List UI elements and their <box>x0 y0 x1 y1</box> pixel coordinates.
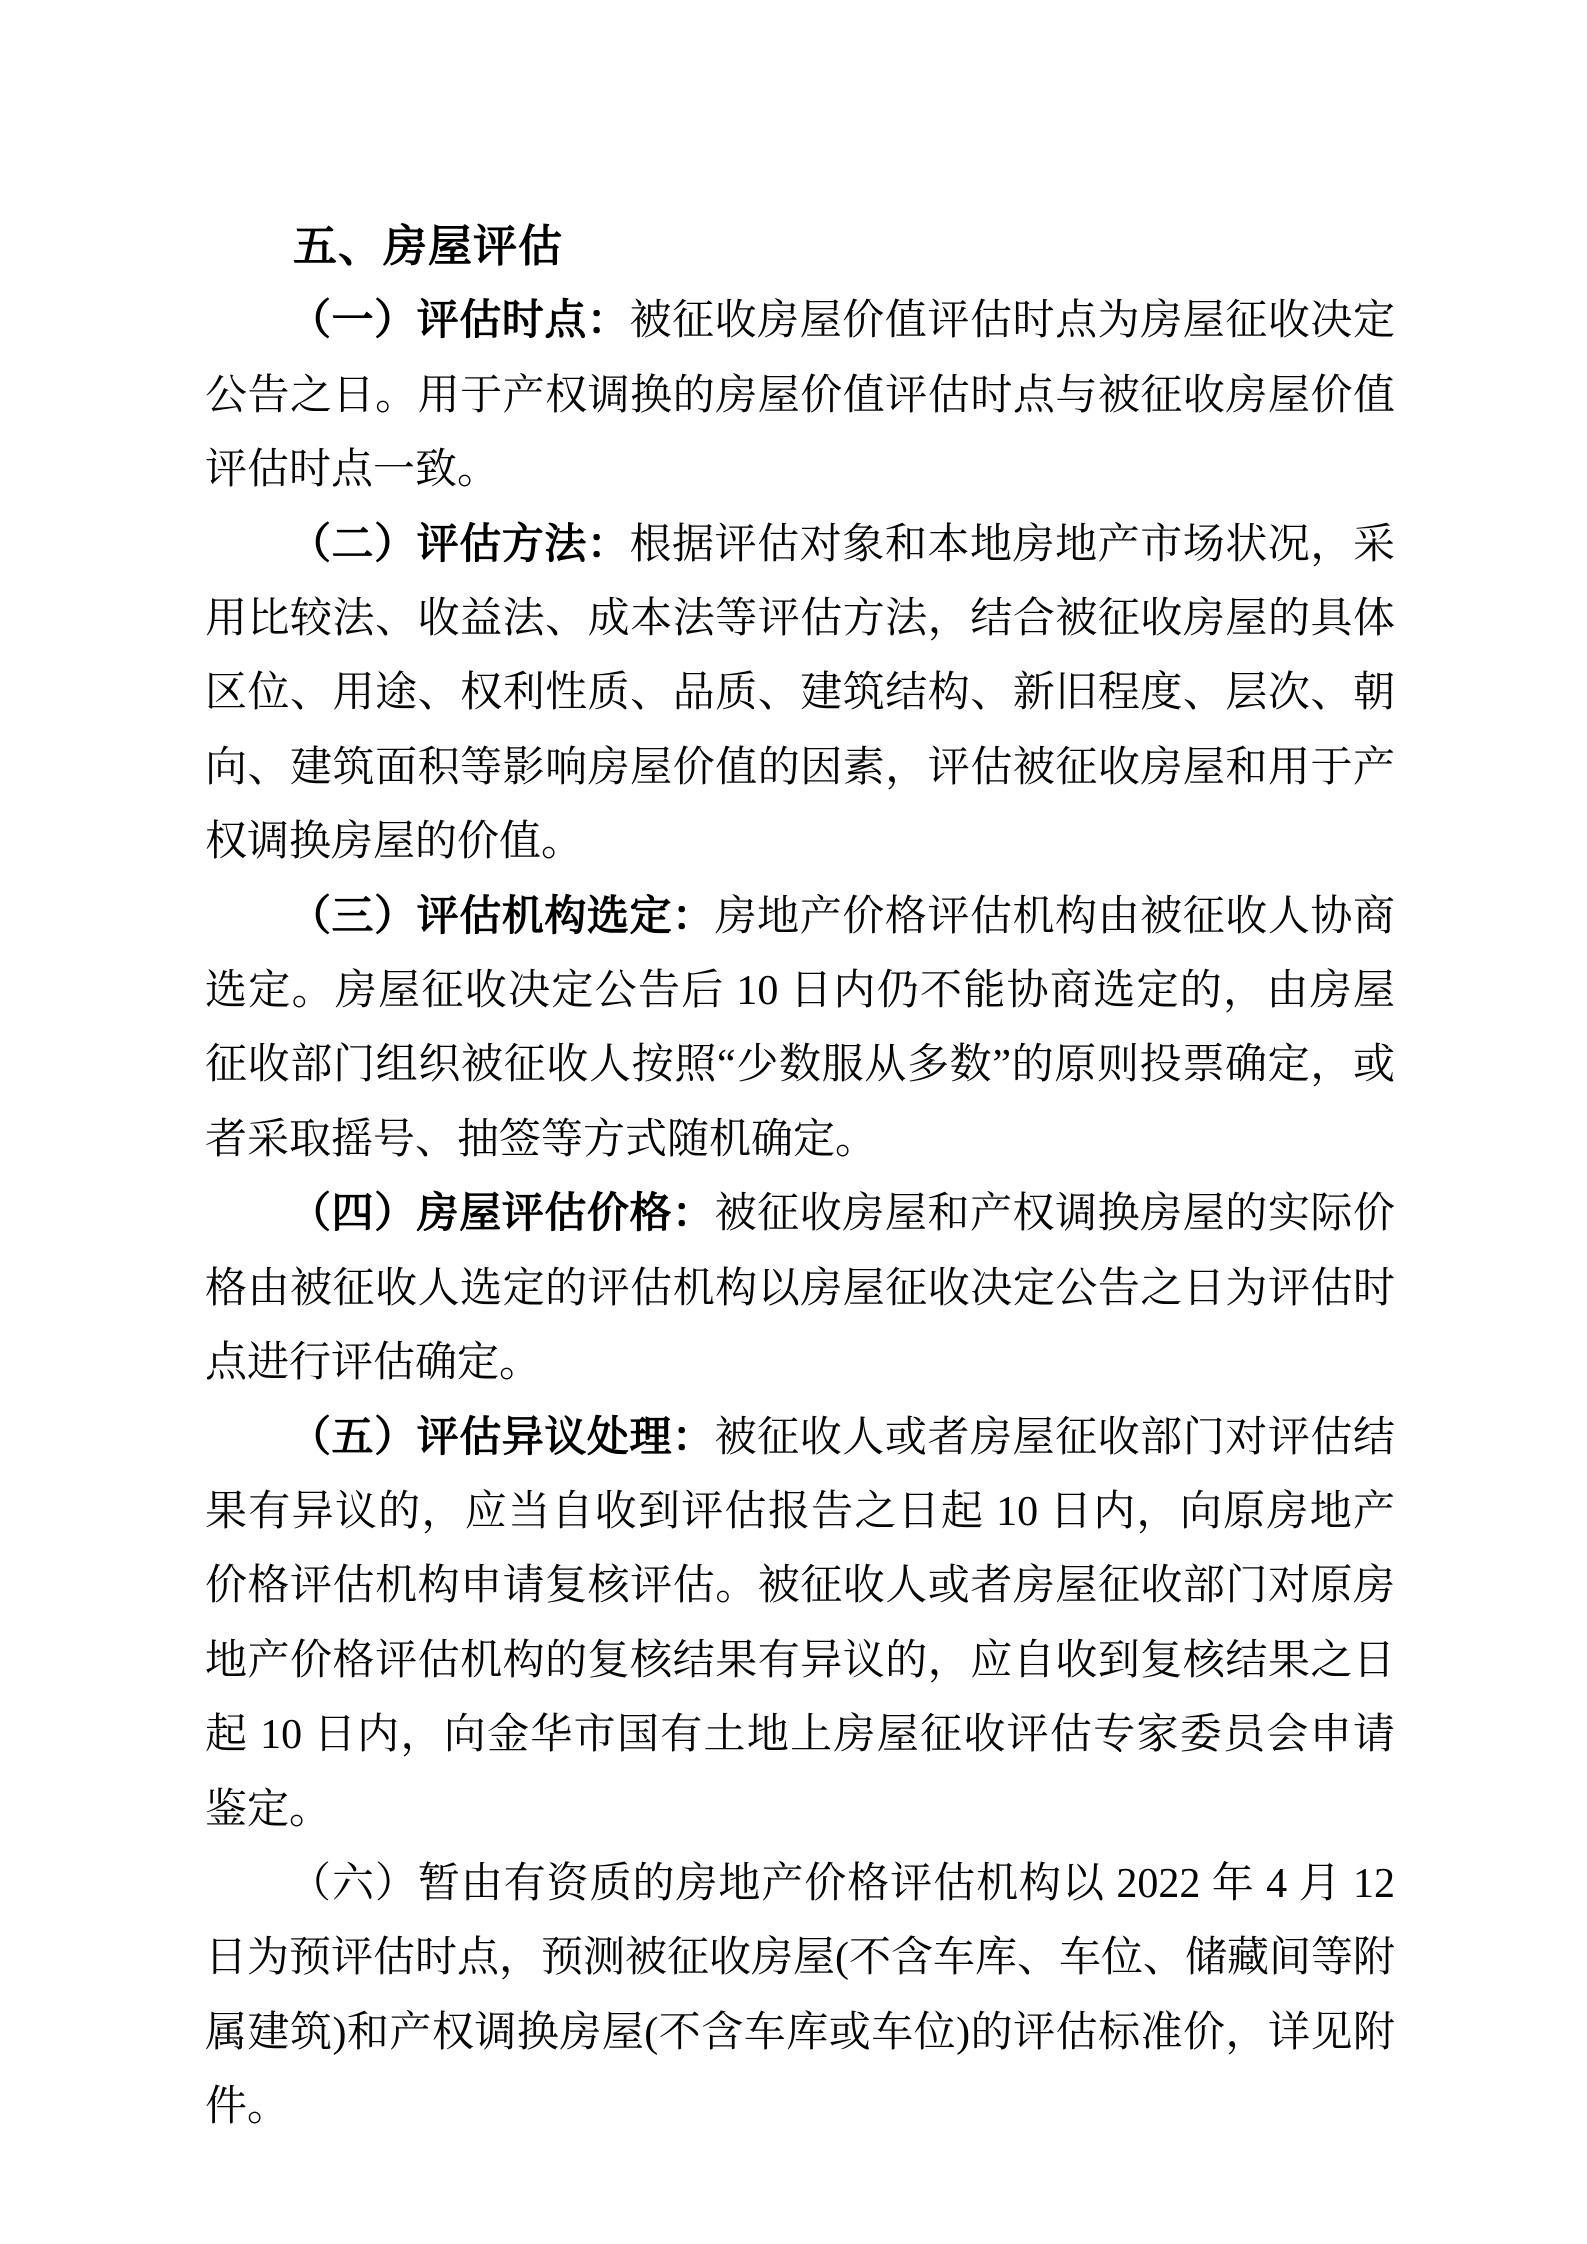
paragraph-5 <box>205 1401 1395 1847</box>
paragraph-2 <box>205 508 1395 880</box>
paragraph-3 <box>205 880 1395 1178</box>
paragraph-6 <box>205 1847 1395 2145</box>
paragraph-2-label: （二）评估方法： <box>289 521 630 568</box>
document-content <box>205 210 1395 2145</box>
page-title: 五、房屋评估 <box>293 222 563 271</box>
paragraph-1 <box>205 284 1395 507</box>
paragraph-4-label: （四）房屋评估价格： <box>289 1191 715 1238</box>
paragraph-3-text: 房地产价格评估机构由被征收人协商选定。房屋征收决定公告后 10 日内仍不能协商选定的，由房屋征收部门组织被征收人按照“少数服从多数”的原则投票确定，或者采取摇号、抽签等方式随机确定。 <box>205 893 1395 1163</box>
paragraph-4 <box>205 1177 1395 1400</box>
paragraph-1-label: （一）评估时点： <box>289 298 630 345</box>
paragraph-3-label: （三）评估机构选定： <box>289 893 715 940</box>
paragraph-5-label: （五）评估异议处理： <box>289 1414 715 1461</box>
paragraph-2-text: 根据评估对象和本地房地产市场状况，采用比较法、收益法、成本法等评估方法，结合被征收房屋的具体区位、用途、权利性质、品质、建筑结构、新旧程度、层次、朝向、建筑面积等影响房屋价值的因素，评估被征收房屋和用于产权调换房屋的价值。 <box>205 521 1395 866</box>
paragraph-4-text: 被征收房屋和产权调换房屋的实际价格由被征收人选定的评估机构以房屋征收决定公告之日为评估时点进行评估确定。 <box>205 1191 1395 1387</box>
paragraph-5-text: 被征收人或者房屋征收部门对评估结果有异议的，应当自收到评估报告之日起 10 日内，向原房地产价格评估机构申请复核评估。被征收人或者房屋征收部门对原房地产价格评估机构的复核结果有异议的，应自收到复核结果之日起 10 日内，向金华市国有土地上房屋征收评估专家委员会申请鉴定。 <box>205 1414 1395 1833</box>
paragraph-1-text: 被征收房屋价值评估时点为房屋征收决定公告之日。用于产权调换的房屋价值评估时点与被征收房屋价值评估时点一致。 <box>205 298 1395 494</box>
paragraph-6-text: （六）暂由有资质的房地产价格评估机构以 2022 年 4 月 12 日为预评估时点，预测被征收房屋(不含车库、车位、储藏间等附属建筑)和产权调换房屋(不含车库或车位)的评估标准价，详见附件。 <box>205 1860 1395 2131</box>
